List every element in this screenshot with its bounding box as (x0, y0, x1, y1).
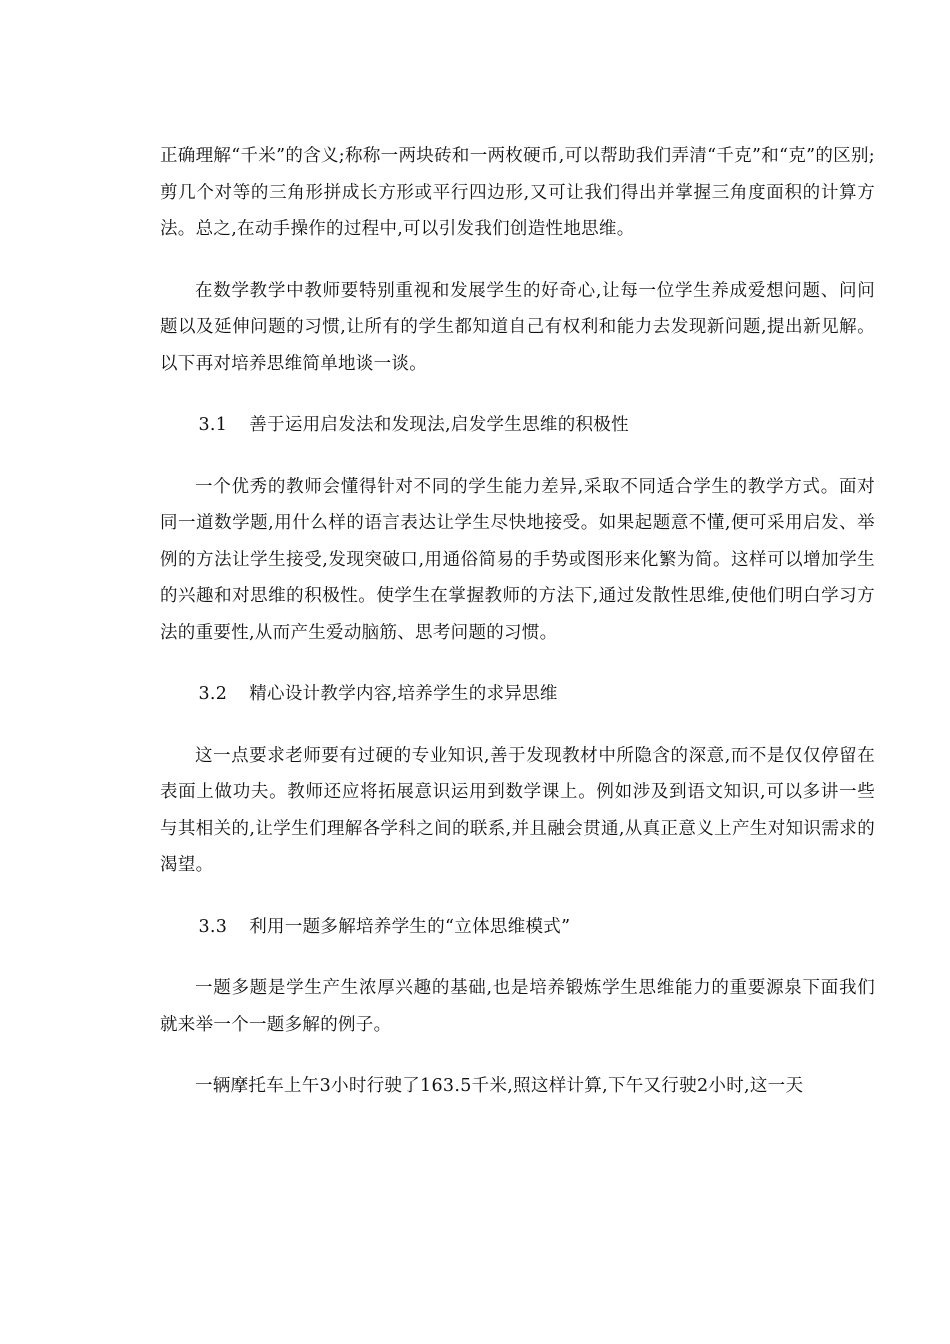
paragraph: 正确理解“千米”的含义;称称一两块砖和一两枚硬币,可以帮助我们弄清“千克”和“克”的区别;剪几个对等的三角形拼成长方形或平行四边形,又可让我们得出并掌握三角度面积的计算方法。总之,在动手操作的过程中,可以引发我们创造性地思维。 (160, 146, 875, 239)
paragraph: 这一点要求老师要有过硬的专业知识,善于发现教材中所隐含的深意,而不是仅仅停留在表面上做功夫。教师还应将拓展意识运用到数学课上。例如涉及到语文知识,可以多讲一些与其相关的,让学生们理解各学科之间的联系,并且融会贯通,从真正意义上产生对知识需求的渴望。 (160, 745, 875, 875)
section-title: 精心设计教学内容,培养学生的求异思维 (249, 684, 558, 704)
section-title: 利用一题多解培养学生的“立体思维模式” (249, 916, 571, 937)
paragraph: 一辆摩托车上午3小时行驶了163.5千米,照这样计算,下午又行驶2小时,这一天 (195, 1076, 804, 1096)
paragraph: 在数学教学中教师要特别重视和发展学生的好奇心,让每一位学生养成爱想问题、问问题以及延伸问题的习惯,让所有的学生都知道自己有权利和能力去发现新问题,提出新见解。以下再对培养思维简单地谈一谈。 (160, 280, 875, 374)
paragraph: 一个优秀的教师会懂得针对不同的学生能力差异,采取不同适合学生的教学方式。面对同一道数学题,用什么样的语言表达让学生尽快地接受。如果起题意不懂,便可采用启发、举例的方法让学生接受,发现突破口,用通俗简易的手势或图形来化繁为简。这样可以增加学生的兴趣和对思维的积极性。使学生在掌握教师的方法下,通过发散性思维,使他们明白学习方法的重要性,从而产生爱动脑筋、思考问题的习惯。 (160, 476, 875, 643)
section-title: 善于运用启发法和发现法,启发学生思维的积极性 (249, 415, 629, 435)
section-heading-3-2 (160, 676, 875, 713)
section-number: 3.2 (198, 684, 228, 704)
section-number: 3.3 (198, 916, 228, 937)
section-heading-3-3 (160, 909, 875, 946)
paragraph: 一题多题是学生产生浓厚兴趣的基础,也是培养锻炼学生思维能力的重要源泉下面我们就来举一个一题多解的例子。 (160, 978, 875, 1035)
section-number: 3.1 (198, 415, 228, 435)
section-heading-3-1 (160, 407, 875, 444)
document-body (160, 138, 875, 1130)
